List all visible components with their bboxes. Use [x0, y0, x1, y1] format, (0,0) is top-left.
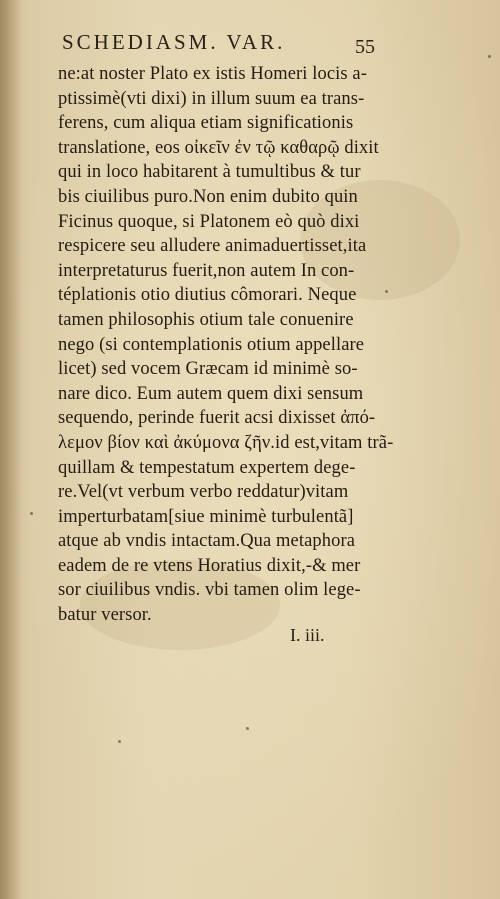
paper-speck [488, 55, 491, 58]
text-line: translatione, eos οἰκεῖν ἐν τῷ καθαρῷ dixit [58, 137, 379, 158]
text-line: bis ciuilibus puro.Non enim dubito quin [58, 186, 358, 207]
text-line: sequendo, perinde fuerit acsi dixisset ἀπό- [58, 408, 376, 429]
signature-mark: I. iii. [290, 625, 325, 645]
running-head: SCHEDIASM. VAR. [62, 30, 286, 54]
text-line: quillam & tempestatum expertem dege- [58, 457, 356, 478]
text-line: tamen philosophis otium tale conuenire [58, 309, 354, 330]
text-line: qui in loco habitarent à tumultibus & tur [58, 162, 361, 183]
text-line: imperturbatam[siue minimè turbulentã] [58, 506, 354, 527]
text-line: interpretaturus fuerit,non autem In con- [58, 260, 355, 281]
text-line: eadem de re vtens Horatius dixit,-& mer [58, 555, 361, 576]
paper-speck [118, 740, 121, 743]
text-line: batur versor. [58, 605, 152, 626]
body-text [58, 62, 398, 628]
paper-speck [385, 290, 388, 293]
text-line: ne:at noster Plato ex istis Homeri locis a- [58, 64, 367, 84]
text-line: Ficinus quoque, si Platonem eò quò dixi [58, 211, 360, 232]
text-line: re.Vel(vt verbum verbo reddatur)vitam [58, 482, 349, 503]
gutter-shadow [0, 0, 22, 899]
text-line: ptissimè(vti dixi) in illum suum ea trans- [58, 88, 365, 109]
text-line: téplationis otio diutius cômorari. Neque [58, 285, 357, 306]
text-line: atque ab vndis intactam.Qua metaphora [58, 531, 356, 552]
text-line: ferens, cum aliqua etiam significationis [58, 113, 354, 134]
text-line: nare dico. Eum autem quem dixi sensum [58, 383, 364, 404]
folio-number: 55 [355, 36, 375, 58]
text-line: licet) sed vocem Græcam id minimè so- [58, 359, 358, 380]
paper-speck [30, 512, 33, 515]
text-line: nego (si contemplationis otium appellare [58, 334, 365, 355]
text-line: λεμον βίον καὶ ἀκύμονα ζῆν.id est,vitam trã- [58, 432, 394, 453]
text-line: respicere seu alludere animaduertisset,ita [58, 236, 367, 257]
text-line: sor ciuilibus vndis. vbi tamen olim lege- [58, 580, 361, 601]
paper-speck [246, 727, 249, 730]
